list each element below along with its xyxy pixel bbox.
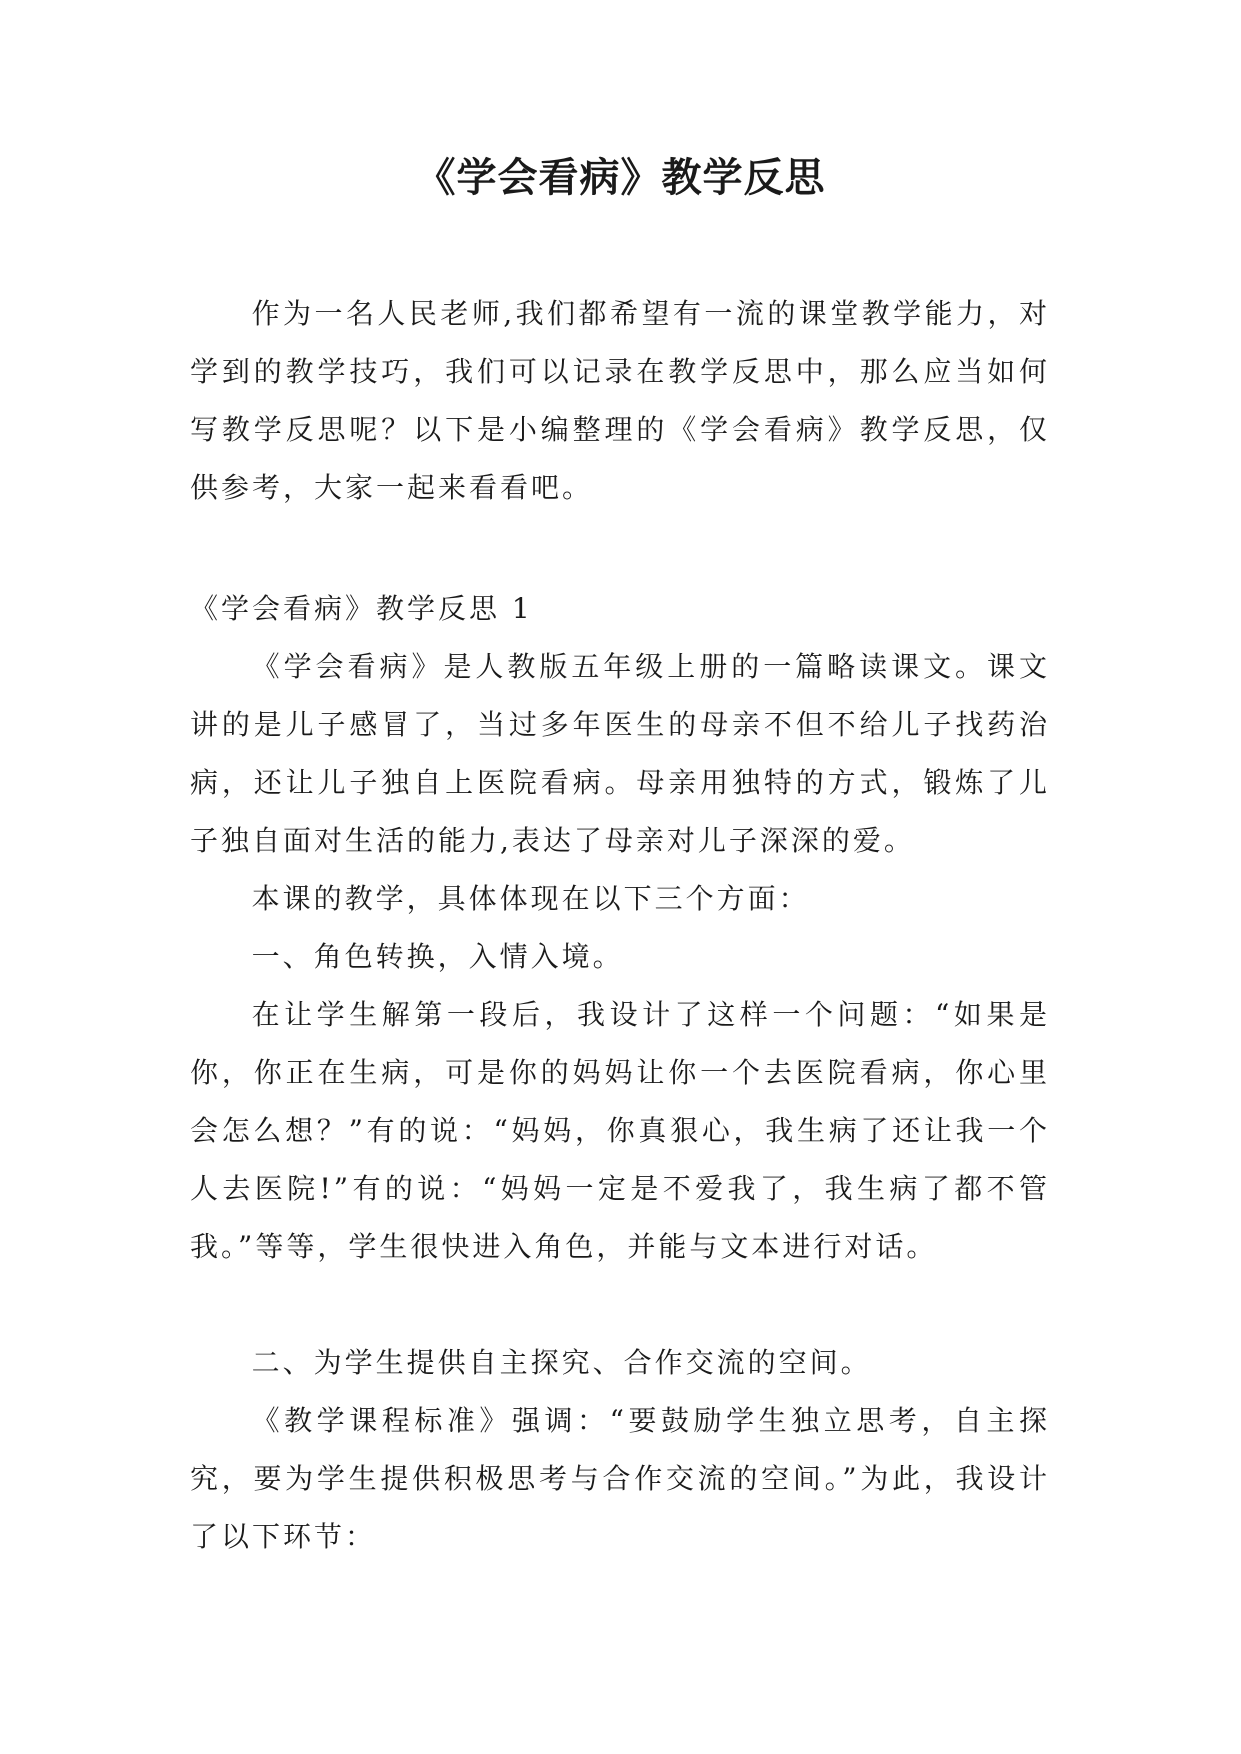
intro-paragraph: 作为一名人民老师,我们都希望有一流的课堂教学能力，对学到的教学技巧，我们可以记录在教学反思中，那么应当如何写教学反思呢？以下是小编整理的《学会看病》教学反思，仅供参考，大家一起来看看吧。: [190, 297, 1050, 504]
section-heading: 《学会看病》教学反思 1: [190, 592, 533, 625]
body-paragraph: 二、为学生提供自主探究、合作交流的空间。: [251, 1346, 872, 1379]
body-paragraph: 一、角色转换，入情入境。: [251, 940, 624, 973]
body-paragraph: 《学会看病》是人教版五年级上册的一篇略读课文。课文讲的是儿子感冒了，当过多年医生的母亲不但不给儿子找药治病，还让儿子独自上医院看病。母亲用独特的方式，锻炼了儿子独自面对生活的能力,表达了母亲对儿子深深的爱。: [190, 650, 1050, 857]
body-paragraph: 本课的教学，具体体现在以下三个方面：: [251, 882, 810, 915]
body-paragraph: 在让学生解第一段后，我设计了这样一个问题：“如果是你，你正在生病，可是你的妈妈让你一个去医院看病，你心里会怎么想？”有的说：“妈妈，你真狠心，我生病了还让我一个人去医院!”有的说：“妈妈一定是不爱我了，我生病了都不管我。”等等，学生很快进入角色，并能与文本进行对话。: [190, 998, 1050, 1263]
body-paragraph: 《教学课程标准》强调：“要鼓励学生独立思考，自主探究，要为学生提供积极思考与合作交流的空间。”为此，我设计了以下环节：: [190, 1404, 1050, 1553]
document-title: 《学会看病》教学反思: [415, 155, 826, 201]
